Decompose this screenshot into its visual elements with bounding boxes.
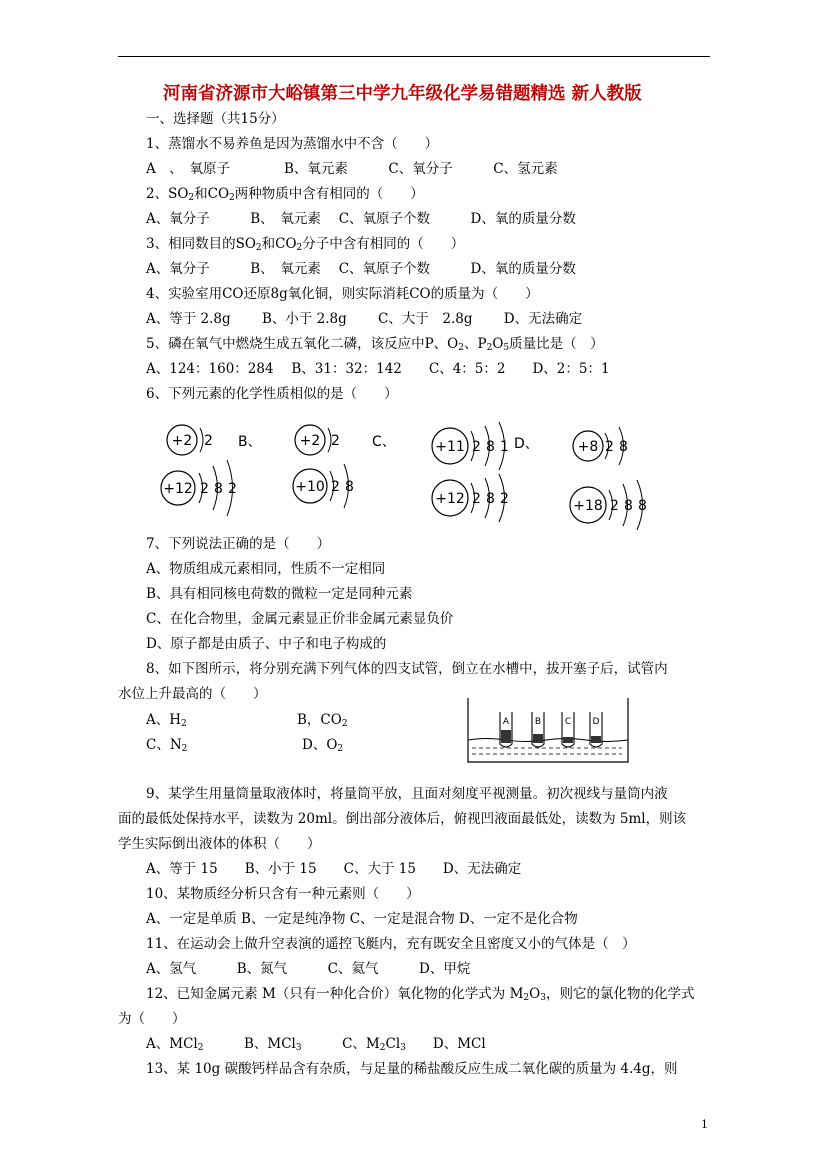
svg-text:2: 2: [331, 433, 340, 449]
test-tube-a: [500, 712, 512, 747]
svg-text:2: 2: [605, 439, 614, 455]
q8-option-b: B，$CO_2$: [297, 712, 348, 729]
q8-option-a: A、$H_2$: [146, 712, 187, 729]
option-c-label: C、: [372, 434, 396, 450]
q9-line3: 学生实际倒出液体的体积（ ）: [118, 836, 321, 852]
svg-text:+12: +12: [435, 491, 465, 507]
atom-b2: [293, 464, 354, 508]
svg-text:8: 8: [486, 439, 495, 455]
q12-line2: 为（ ）: [118, 1011, 186, 1027]
header-rule: [118, 56, 710, 57]
svg-text:+18: +18: [573, 498, 603, 514]
q4-stem: 4、实验室用CO还原8g氧化铜，则实际消耗CO的质量为（ ）: [146, 286, 539, 302]
q7-option-a: A、物质组成元素相同，性质不一定相同: [146, 561, 386, 577]
q1-options: A 、 氧原子 B、氧元素 C、氧分子 C、氢元素: [146, 161, 558, 177]
svg-text:+12: +12: [163, 481, 193, 497]
svg-text:1: 1: [500, 439, 509, 455]
q12-options: A、MCl$_2$ B、MCl$_3$ C、$M_2Cl_3$ D、MCl: [146, 1036, 486, 1053]
svg-text:2: 2: [610, 498, 619, 514]
test-tube-d: [590, 712, 602, 747]
q9-line2: 面的最低处保持水平，读数为 20ml。倒出部分液体后，俯视凹液面最低处，读数为 5ml，则该: [118, 811, 687, 827]
svg-text:8: 8: [624, 498, 633, 514]
q2-stem: 2、$SO_2$和$CO_2$两种物质中含有相同的（ ）: [146, 186, 424, 203]
q13-line1: 13、某 10g 碳酸钙样品含有杂质，与足量的稀盐酸反应生成二氧化碳的质量为 4.4g，则: [146, 1061, 678, 1077]
q6-stem: 6、下列元素的化学性质相似的是（ ）: [146, 386, 398, 402]
q5-stem: 5、磷在氧气中燃烧生成五氧化二磷，该反应中P、$O_2$、$P_2O_5$质量比是（ ）: [146, 336, 604, 353]
svg-text:A: A: [502, 717, 510, 727]
q8-stem: 8、如下图所示，将分别充满下列气体的四支试管，倒立在水槽中，拔开塞子后，试管内: [146, 661, 668, 677]
svg-text:8: 8: [214, 481, 223, 497]
q8-option-d: D、$O_2$: [302, 737, 344, 754]
atom-c1: [432, 422, 509, 470]
svg-text:+8: +8: [577, 439, 599, 455]
q10-options: A、一定是单质 B、一定是纯净物 C、一定是混合物 D、一定不是化合物: [146, 911, 578, 927]
q7-stem: 7、下列说法正确的是（ ）: [146, 536, 331, 552]
svg-text:B: B: [534, 717, 542, 727]
svg-text:2: 2: [331, 479, 340, 495]
q7-option-c: C、在化合物里，金属元素显正价非金属元素显负价: [146, 611, 454, 627]
atom-c2: [432, 474, 509, 522]
svg-text:C: C: [564, 717, 572, 727]
test-tube-c: [562, 712, 574, 747]
svg-text:+2: +2: [171, 433, 193, 449]
q5-options: A、124：160：284 B、31：32：142 C、4：5：2 D、2：5：1: [146, 361, 610, 377]
q3-options: A、氧分子 B、 氧元素 C、氧原子个数 D、氧的质量分数: [146, 261, 576, 277]
q9-line1: 9、某学生用量筒量取液体时，将量筒平放，且面对刻度平视测量。初次视线与量筒内液: [146, 786, 668, 802]
svg-text:+11: +11: [435, 439, 465, 455]
q7-option-d: D、原子都是由质子、中子和电子构成的: [146, 636, 387, 652]
atom-d1: [573, 427, 628, 465]
q7-option-b: B、具有相同核电荷数的微粒一定是同种元素: [146, 586, 413, 602]
q3-stem: 3、相同数目的$SO_2$和$CO_2$分子中含有相同的（ ）: [146, 236, 465, 253]
q8-option-c: C、$N_2$: [146, 737, 188, 754]
q2-options: A、氧分子 B、 氧元素 C、氧原子个数 D、氧的质量分数: [146, 211, 576, 227]
q11-stem: 11、在运动会上做升空表演的遥控飞艇内，充有既安全且密度又小的气体是（ ）: [146, 936, 636, 952]
svg-text:8: 8: [486, 491, 495, 507]
test-tube-b: [532, 712, 544, 747]
atom-d2: [570, 480, 647, 530]
svg-text:2: 2: [500, 491, 509, 507]
water-trough-figure: [466, 696, 632, 768]
q8-stem-cont: 水位上升最高的（ ）: [118, 686, 267, 702]
svg-text:2: 2: [472, 491, 481, 507]
q1-stem: 1、蒸馏水不易养鱼是因为蒸馏水中不含（ ）: [146, 136, 439, 152]
atom-b1: [295, 425, 340, 455]
atom-a2: [161, 460, 237, 516]
svg-text:+2: +2: [299, 433, 321, 449]
svg-text:2: 2: [200, 481, 209, 497]
q4-options: A、等于 2.8g B、小于 2.8g C、大于 2.8g D、无法确定: [146, 311, 583, 327]
page-title: 河南省济源市大峪镇第三中学九年级化学易错题精选 新人教版: [163, 84, 642, 104]
svg-text:2: 2: [204, 433, 213, 449]
option-b-label: B、: [238, 434, 262, 450]
atom-a1: [167, 425, 213, 455]
q9-options: A、等于 15 B、小于 15 C、大于 15 D、无法确定: [146, 861, 522, 877]
section-heading: 一、选择题（共15分）: [146, 111, 285, 127]
svg-text:8: 8: [638, 498, 647, 514]
q12-line1: 12、已知金属元素 M（只有一种化合价）氧化物的化学式为 $M_2O_3$，则它的氯化物的化学式: [146, 986, 695, 1003]
svg-text:+10: +10: [295, 479, 325, 495]
option-d-label: D、: [514, 436, 539, 452]
svg-text:D: D: [592, 717, 600, 727]
q11-options: A、氢气 B、氮气 C、氦气 D、甲烷: [146, 961, 471, 977]
svg-text:8: 8: [619, 439, 628, 455]
svg-text:2: 2: [472, 439, 481, 455]
atom-diagram-figure: [150, 418, 670, 530]
svg-text:8: 8: [345, 479, 354, 495]
q10-stem: 10、某物质经分析只含有一种元素则（ ）: [146, 886, 420, 902]
page-number: 1: [701, 1118, 708, 1131]
svg-text:2: 2: [228, 481, 237, 497]
